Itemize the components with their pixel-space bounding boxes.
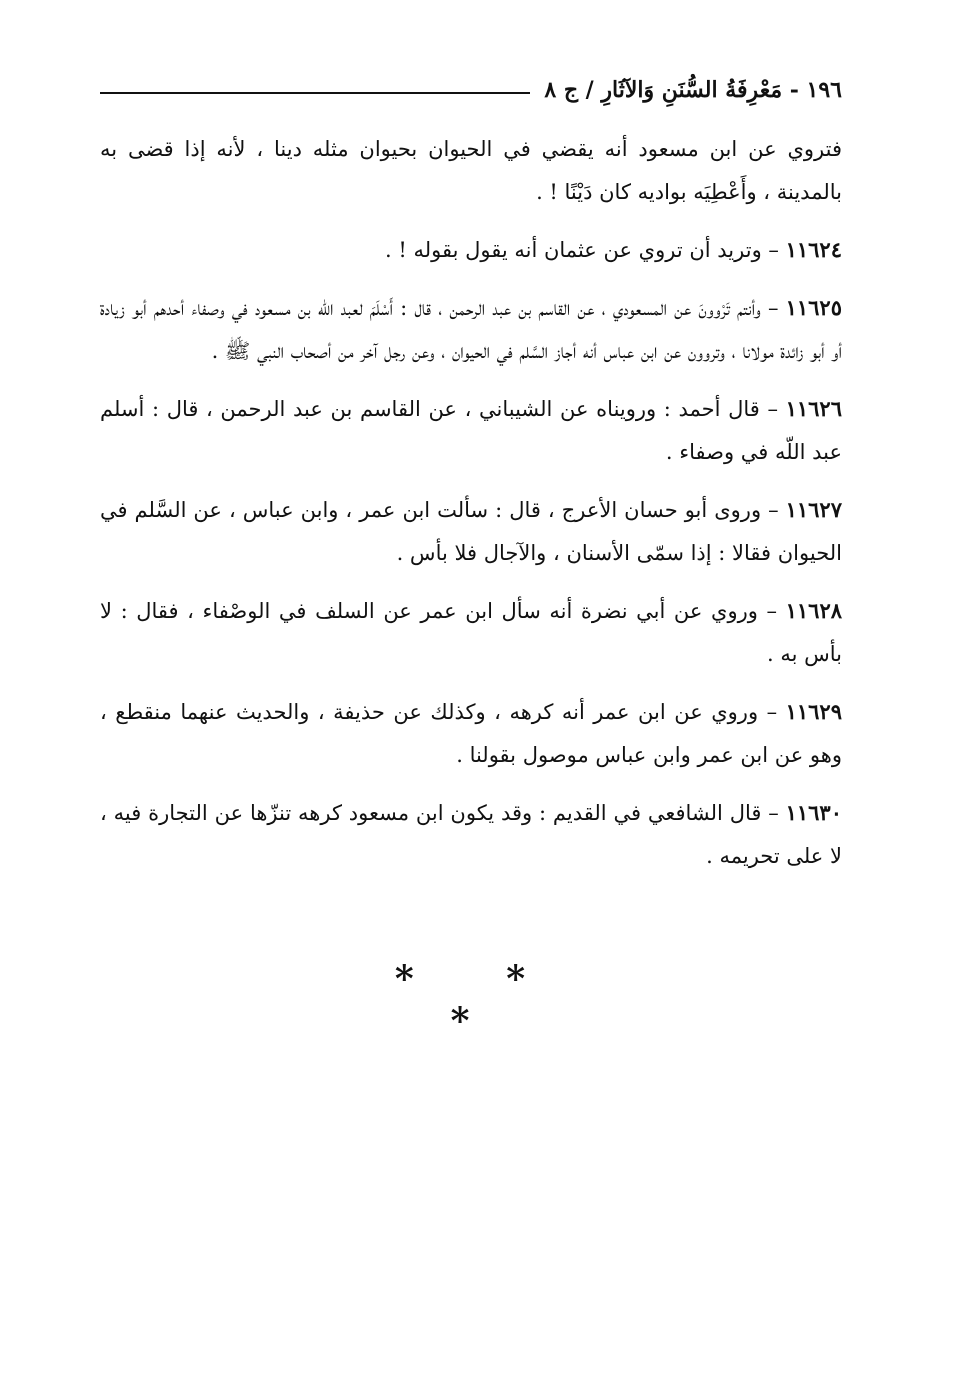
paragraph-text: – وروي عن أبي نضرة أنه سأل ابن عمر عن السلف في الوصْفاء ، فقال : لا بأس به . bbox=[100, 599, 842, 666]
paragraph-text: – وتريد أن تروي عن عثمان أنه يقول بقوله ! . bbox=[385, 238, 786, 262]
page-header bbox=[100, 70, 842, 110]
paragraph-text: فتروي عن ابن مسعود أنه يقضي في الحيوان بحيوان مثله دينا ، لأنه إذا قضى به بالمدينة ، وأَعْطِيَه بواديه كان دَيْنًا ! . bbox=[100, 137, 842, 204]
paragraph-11626 bbox=[100, 387, 842, 474]
paragraph-number: ١١٦٢٧ bbox=[785, 497, 842, 522]
paragraph-11624 bbox=[100, 228, 842, 272]
paragraph-intro bbox=[100, 128, 842, 214]
paragraph-11627 bbox=[100, 488, 842, 575]
separator-text: * * * bbox=[394, 958, 566, 1042]
paragraph-text: – وأنتم تَرْوونَ عن المسعودي ، عن القاسم بن عبد الرحمن ، قال : أَسْلَمَ لعبد اللّه بن مسعود في وصفاء أحدهم أبو زيادة أو أبو زائدة مولانا ، وتروون عن ابن عباس أنه أجاز السَّلم في الحيوان ، وعن رجل آخر من أصحاب النبي ﷺ . bbox=[100, 296, 842, 363]
paragraph-11628 bbox=[100, 589, 842, 676]
paragraph-text: – قال أحمد : ورويناه عن الشيباني ، عن القاسم بن عبد الرحمن ، قال : أسلم عبد اللّه في وصفاء . bbox=[100, 397, 842, 464]
paragraph-number: ١١٦٢٨ bbox=[785, 598, 843, 623]
paragraph-number: ١١٦٢٦ bbox=[785, 396, 842, 421]
paragraph-11630 bbox=[100, 791, 842, 878]
paragraph-11629 bbox=[100, 690, 842, 777]
paragraph-number: ١١٦٢٤ bbox=[785, 237, 842, 262]
header-rule bbox=[100, 92, 530, 94]
paragraph-number: ١١٦٢٩ bbox=[785, 699, 842, 724]
paragraph-11625 bbox=[100, 286, 842, 373]
header-title: ١٩٦ - مَعْرِفَةُ السُّنَنِ وَالآثَارِ / ج ٨ bbox=[544, 77, 842, 103]
paragraph-number: ١١٦٣٠ bbox=[785, 800, 842, 825]
section-separator bbox=[380, 958, 580, 1042]
body-text bbox=[100, 128, 842, 892]
paragraph-text: – وروى أبو حسان الأعرج ، قال : سألت ابن عمر ، وابن عباس ، عن السَّلم في الحيوان فقالا : إذا سمّى الأسنان ، والآجال فلا بأس . bbox=[100, 498, 842, 565]
paragraph-text: – وروي عن ابن عمر أنه كرهه ، وكذلك عن حذيفة ، والحديث عنهما منقطع ، وهو عن ابن عمر وابن عباس موصول بقولنا . bbox=[100, 700, 842, 767]
paragraph-number: ١١٦٢٥ bbox=[785, 295, 842, 320]
paragraph-text: – قال الشافعي في القديم : وقد يكون ابن مسعود كرهه تنزّها عن التجارة فيه ، لا على تحريمه . bbox=[100, 801, 842, 868]
